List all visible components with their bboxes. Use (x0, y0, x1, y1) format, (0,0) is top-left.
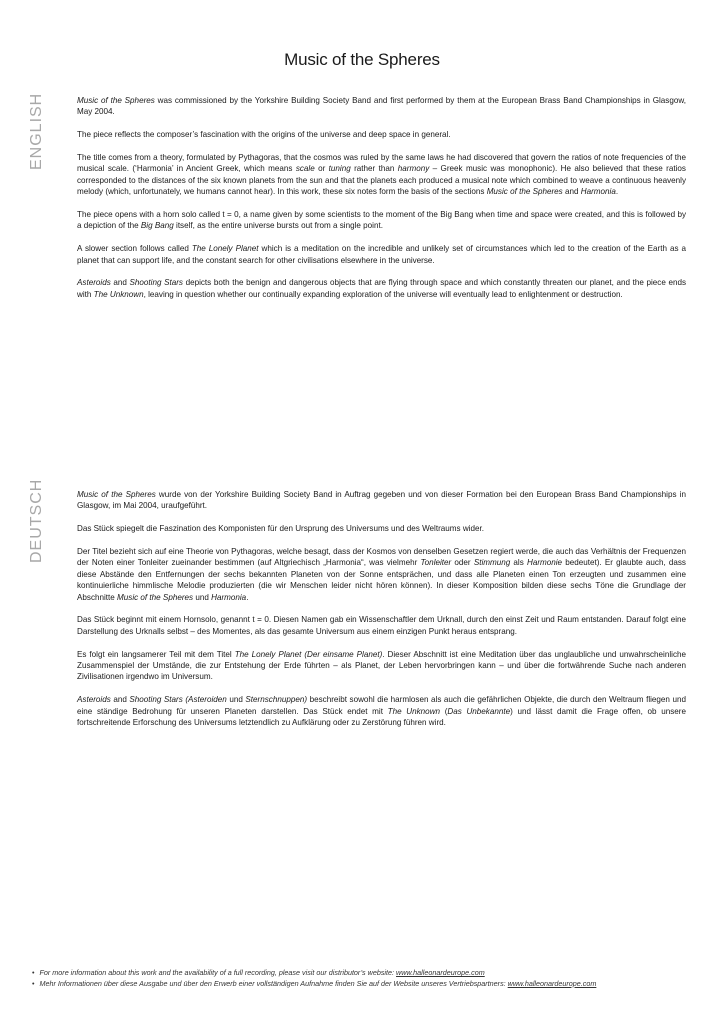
text-run: , leaving in question whether our continually expanding exploration of the universe will eventually lead to enlightenment or destruction. (143, 289, 623, 299)
italic-title-run: Harmonia (580, 187, 616, 197)
bullet-icon: • (32, 978, 35, 988)
text-run: beschreibt sowohl die harmlosen als auch die gefährlichen Objekte, die durch den Weltraum fliegen und eine ständige Bedrohung für unseren Planeten darstellen. Das Stück endet mit (77, 695, 686, 716)
distributor-link[interactable]: www.halleonardeurope.com (396, 968, 485, 977)
italic-title-run: The Unknown (93, 289, 144, 299)
english-section (77, 95, 686, 312)
italic-title-run: Music of the Spheres (77, 490, 156, 499)
english-paragraph (77, 243, 686, 266)
italic-title-run: The Unknown (387, 706, 441, 716)
language-label-deutsch: DEUTSCH (28, 478, 45, 563)
english-paragraph (77, 209, 686, 232)
italic-title-run: Stimmung (473, 558, 511, 568)
footer-note-text: For more information about this work and the availability of a full recording, please visit our distributor’s website: (39, 968, 397, 977)
italic-title-run: Sternschnuppen) (245, 695, 308, 705)
deutsch-paragraph (77, 523, 686, 534)
page-title: Music of the Spheres (284, 50, 440, 69)
footer-note-deutsch (32, 979, 712, 990)
text-run: – Greek music was monophonic). He also believed that these ratios corresponded to the distances of the six known planets from the sun and that the planets each produced a musical note which combined to weave a continuous heavenly melody (which, unfortunately, we humans cannot hear). In this work, these six notes form the basis of the sections (77, 164, 686, 197)
text-run: Es folgt ein langsamerer Teil mit dem Titel (77, 649, 235, 659)
bullet-icon: • (32, 968, 35, 977)
italic-title-run: The Lonely Planet (191, 244, 259, 254)
footer-note-english (32, 968, 712, 979)
italic-title-run: Big Bang (140, 221, 174, 231)
text-run: The piece opens with a horn solo called t = 0, a name given by some scientists to the moment of the Big Bang when time and space were created, and this is followed by a depiction of the (77, 210, 686, 231)
deutsch-paragraph (77, 489, 686, 512)
text-run: wurde von der Yorkshire Building Society Band in Auftrag gegeben und von dieser Formation bei den European Brass Band Championships in Glasgow, im Mai 2004, uraufgeführt. (77, 490, 686, 511)
footer-notes (32, 968, 712, 989)
text-run: A slower section follows called (77, 244, 192, 254)
italic-title-run: Harmonia (211, 592, 247, 602)
deutsch-paragraph (77, 614, 686, 637)
text-run: als (510, 558, 527, 568)
italic-title-run: Shooting Stars (Asteroiden (129, 695, 227, 705)
text-run: and (562, 187, 581, 197)
text-run: bedeutet). Er glaubte auch, dass diese Abstände den Entfernungen der sechs bekannten Planeten von der Sonne entsprächen, und dass alle Planeten einen Ton erzeugten und zusammen eine kontinuierliche himmlische Melodie produzierten (die wir Menschen leider nicht hören können). In dieser Komposition bilden diese sechs Töne die Grundlage der Abschnitte (77, 558, 686, 602)
italic-title-run: Tonleiter (420, 558, 452, 568)
text-run: und (226, 695, 246, 705)
italic-title-run: Harmonie (526, 558, 563, 568)
italic-title-run: Music of the Spheres (486, 187, 563, 197)
english-paragraph (77, 95, 686, 118)
italic-title-run: The Lonely Planet (Der einsame Planet) (234, 649, 383, 659)
text-run: was commissioned by the Yorkshire Building Society Band and first performed by them at the European Brass Band Championships in Glasgow, May 2004. (77, 96, 686, 117)
english-paragraph (77, 152, 686, 198)
text-run: Der Titel bezieht sich auf eine Theorie von Pythagoras, welche besagt, dass der Kosmos von denselben Gesetzen regiert werde, die auch das Verhältnis der Frequenzen der Noten einer Tonleiter zueinander bestimmen (auf Altgriechisch „Harmonia“, was vielmehr (77, 547, 686, 568)
text-run: The piece reflects the composer’s fascination with the origins of the universe and deep space in general. (77, 130, 451, 140)
text-run: which is a meditation on the incredible and unlikely set of circumstances which led to the creation of the Earth as a planet that can support life, and the constant search for other civilisations elsewhere in the universe. (77, 244, 686, 265)
text-run: Das Stück spiegelt die Faszination des Komponisten für den Ursprung des Universums und des Weltraums wider. (77, 524, 484, 534)
deutsch-paragraph (77, 694, 686, 728)
italic-title-run: scale (295, 164, 315, 174)
italic-title-run: harmony (397, 164, 430, 174)
english-paragraph (77, 129, 686, 140)
italic-title-run: Music of the Spheres (77, 96, 155, 105)
deutsch-paragraph (77, 546, 686, 603)
italic-title-run: Shooting Stars (129, 278, 183, 288)
text-run: . (615, 187, 619, 197)
text-run: Das Stück beginnt mit einem Hornsolo, genannt t = 0. Diesen Namen gab ein Wissenschaftler dem Urknall, durch den einst Zeit und Raum entstanden. Darauf folgt eine Darstellung des Urknalls selbst – des Momentes, als das gesamte Universum aus einem einzigen Punkt heraus entsprang. (77, 615, 686, 636)
italic-title-run: Asteroids (77, 695, 111, 705)
text-run: oder (451, 558, 474, 568)
english-paragraph (77, 277, 686, 300)
text-run: and (110, 695, 130, 705)
text-run: depicts both the benign and dangerous objects that are flying through space and which constantly threaten our planet, and the piece ends with (77, 278, 686, 299)
distributor-link[interactable]: www.halleonardeurope.com (507, 978, 597, 988)
text-run: ( (440, 706, 448, 716)
italic-title-run: Das Unbekannte (447, 706, 511, 716)
deutsch-section (77, 489, 686, 740)
italic-title-run: Asteroids (77, 278, 111, 288)
deutsch-paragraph (77, 649, 686, 683)
text-run: ) und lässt damit die Frage offen, ob unsere fortschreitende Erforschung des Universums letztendlich zu Aufklärung oder zu Zerstörung führen wird. (77, 706, 686, 728)
text-run: The title comes from a theory, formulated by Pythagoras, that the cosmos was ruled by the same laws he had discovered that govern the ratios of note frequencies of the musical scale. (‘Harmonia’ in Ancient Greek, which means (77, 153, 686, 174)
footer-note-text: Mehr Informationen über diese Ausgabe und über den Erwerb einer vollständigen Aufnahme finden Sie auf der Website unseres Vertriebspartners: (39, 978, 508, 988)
text-run: rather than (350, 164, 398, 174)
text-run: or (314, 164, 329, 174)
italic-title-run: Music of the Spheres (117, 592, 194, 602)
text-run: und (193, 592, 212, 602)
text-run: itself, as the entire universe bursts out from a single point. (173, 221, 383, 231)
text-run: . Dieser Abschnitt ist eine Meditation über das unglaubliche und unwahrscheinliche Zusammenspiel der Umstände, die zur Entstehung der Erde führten – als Planet, der Leben hervorbringen kann – und über die fortwährende Suche nach anderen Zivilisationen irgendwo im Universum. (77, 649, 686, 682)
italic-title-run: tuning (328, 164, 351, 174)
text-run: and (110, 278, 130, 288)
text-run: . (246, 592, 249, 602)
language-label-english: ENGLISH (28, 92, 45, 170)
